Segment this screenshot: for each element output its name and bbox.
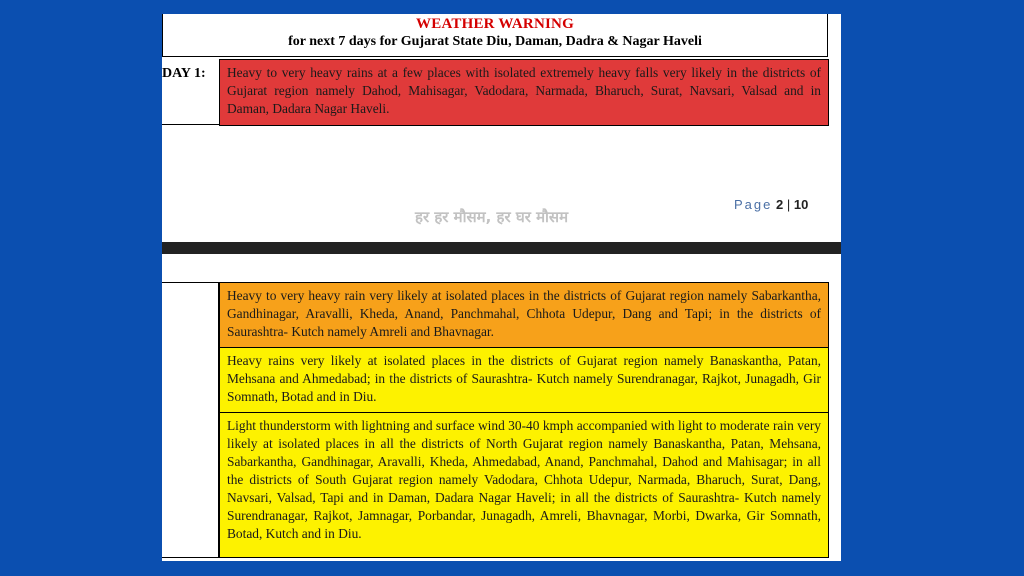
title-box [162,14,828,57]
warning-title: WEATHER WARNING [416,16,574,32]
warning-orange: Heavy to very heavy rain very likely at isolated places in the districts of Gujarat region namely Sabarkantha, Gandhinagar, Aravalli, Kheda, Anand, Panchmahal, Chhota Udepur, Dang and Tapi; in the districts of Saurashtra- Kutch namely Amreli and Bhavnagar. [219,282,829,348]
page-word: Page [734,197,773,212]
page-number [734,197,808,212]
document-page [162,14,841,561]
page-separator: | [786,197,791,212]
footer-slogan: हर हर मौसम, हर घर मौसम [415,208,569,226]
left-column-top-border [162,282,220,283]
left-column-bottom-border [162,557,220,558]
page-break-band [162,242,841,254]
day-1-warning-red: Heavy to very heavy rains at a few places with isolated extremely heavy falls very likely in the districts of Gujarat region namely Dahod, Mahisagar, Vadodara, Narmada, Bharuch, Surat, Navsari, Valsad and in Daman, Dadara Nagar Haveli. [219,59,829,126]
warning-subtitle: for next 7 days for Gujarat State Diu, Daman, Dadra & Nagar Haveli [288,34,702,49]
day-1-label: DAY 1: [162,66,206,81]
warning-yellow-2: Light thunderstorm with lightning and surface wind 30-40 kmph accompanied with light to moderate rain very likely at isolated places in all the districts of North Gujarat region namely Banaskantha, Patan, Mehsana, Sabarkantha, Gandhinagar, Aravalli, Kheda, Ahmedabad, Anand, Panchmahal, Dahod and Mahisagar; in all the districts of South Gujarat region namely Vadodara, Chhota Udepur, Narmada, Bharuch, Surat, Dang, Navsari, Valsad, Tapi and in Daman, Dadara Nagar Haveli; in all the districts of Saurashtra- Kutch namely Surendranagar, Rajkot, Jamnagar, Porbandar, Junagadh, Amreli, Bhavnagar, Morbi, Dwarka, Gir Somnath, Botad, Kutch and in Diu. [219,412,829,558]
page-total: 10 [793,197,809,212]
warning-yellow-1: Heavy rains very likely at isolated places in the districts of Gujarat region namely Banaskantha, Patan, Mehsana and Ahmedabad; in the districts of Saurashtra- Kutch namely Surendranagar, Rajkot, Junagadh, Gir Somnath, Botad and in Diu. [219,347,829,413]
page-current: 2 [776,197,784,212]
